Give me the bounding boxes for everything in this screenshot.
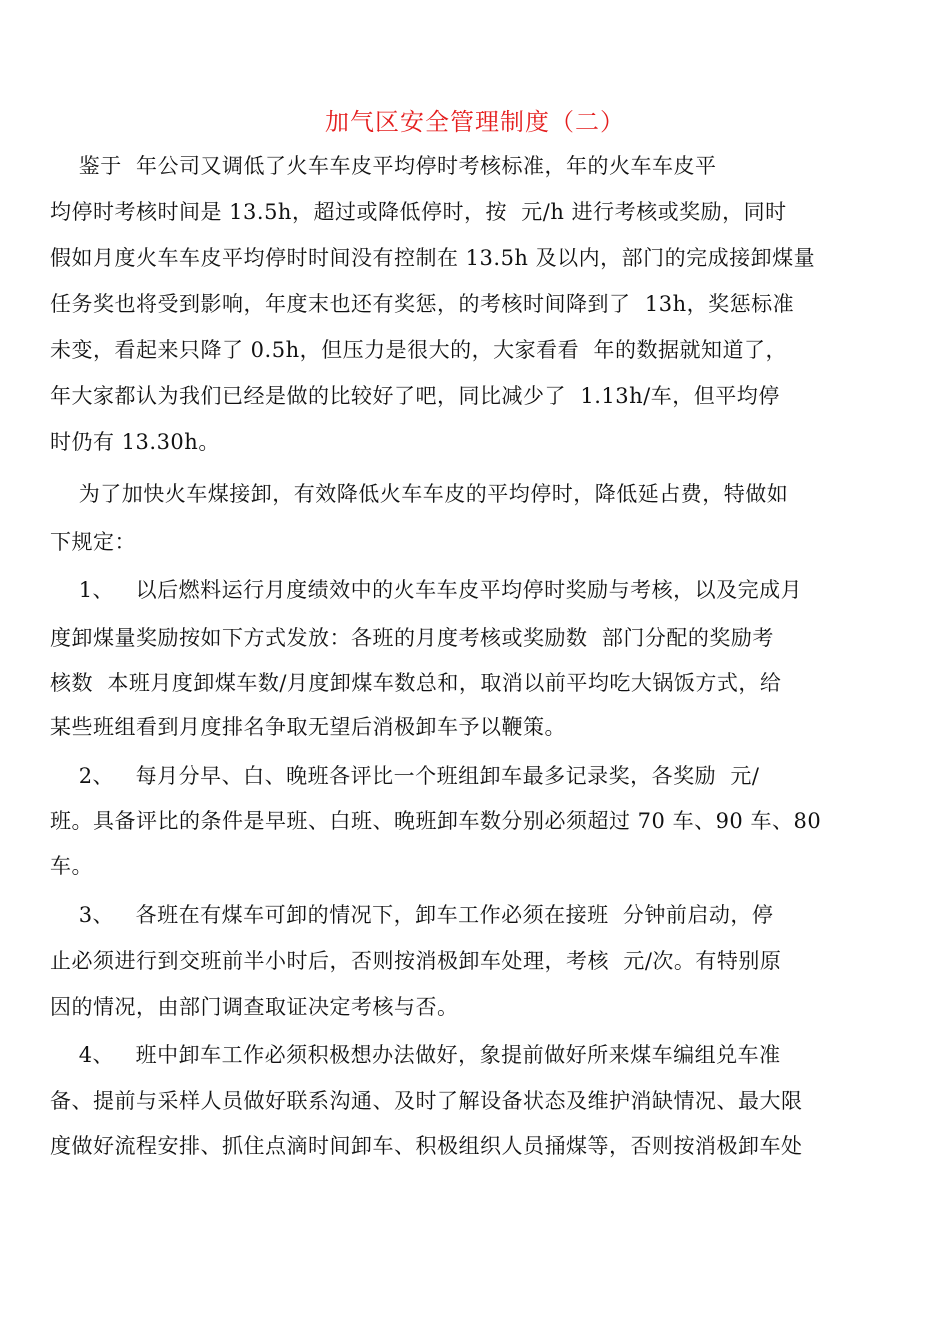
text-line: 3、 各班在有煤车可卸的情况下，卸车工作必须在接班 分钟前启动，停 bbox=[50, 903, 774, 927]
text-line: 1、 以后燃料运行月度绩效中的火车车皮平均停时奖励与考核，以及完成月 bbox=[50, 578, 803, 602]
text-line: 2、 每月分早、白、晚班各评比一个班组卸车最多记录奖，各奖励 元/ bbox=[50, 764, 760, 788]
text-line: 均停时考核时间是 13.5h，超过或降低停时，按 元/h 进行考核或奖励，同时 bbox=[50, 200, 787, 224]
text-line: 车。 bbox=[50, 854, 93, 878]
text-line: 核数 本班月度卸煤车数/月度卸煤车数总和，取消以前平均吃大锅饭方式，给 bbox=[50, 671, 782, 695]
text-line: 任务奖也将受到影响，年度末也还有奖惩，的考核时间降到了 13h，奖惩标准 bbox=[50, 292, 795, 316]
text-line: 假如月度火车车皮平均停时时间没有控制在 13.5h 及以内，部门的完成接卸煤量 bbox=[50, 246, 816, 270]
text-line: 度做好流程安排、抓住点滴时间卸车、积极组织人员捅煤等，否则按消极卸车处 bbox=[50, 1134, 803, 1158]
text-line: 年大家都认为我们已经是做的比较好了吧，同比减少了 1.13h/车，但平均停 bbox=[50, 384, 780, 408]
document-title: 加气区安全管理制度（二） bbox=[325, 108, 625, 136]
text-line: 4、 班中卸车工作必须积极想办法做好，象提前做好所来煤车编组兑车准 bbox=[50, 1043, 781, 1067]
text-line: 备、提前与采样人员做好联系沟通、及时了解设备状态及维护消缺情况、最大限 bbox=[50, 1089, 803, 1113]
text-line: 班。具备评比的条件是早班、白班、晚班卸车数分别必须超过 70 车、90 车、80 bbox=[50, 809, 822, 833]
text-line: 未变，看起来只降了 0.5h，但压力是很大的，大家看看 年的数据就知道了， bbox=[50, 338, 787, 362]
text-line: 鉴于 年公司又调低了火车车皮平均停时考核标准，年的火车车皮平 bbox=[50, 154, 717, 178]
text-line: 度卸煤量奖励按如下方式发放：各班的月度考核或奖励数 部门分配的奖励考 bbox=[50, 626, 774, 650]
text-line: 时仍有 13.30h。 bbox=[50, 430, 220, 454]
text-line: 为了加快火车煤接卸，有效降低火车车皮的平均停时，降低延占费，特做如 bbox=[50, 482, 789, 506]
text-line: 某些班组看到月度排名争取无望后消极卸车予以鞭策。 bbox=[50, 715, 566, 739]
text-line: 止必须进行到交班前半小时后，否则按消极卸车处理，考核 元/次。有特别原 bbox=[50, 949, 782, 973]
text-line: 下规定： bbox=[50, 530, 136, 554]
text-line: 因的情况，由部门调查取证决定考核与否。 bbox=[50, 995, 459, 1019]
